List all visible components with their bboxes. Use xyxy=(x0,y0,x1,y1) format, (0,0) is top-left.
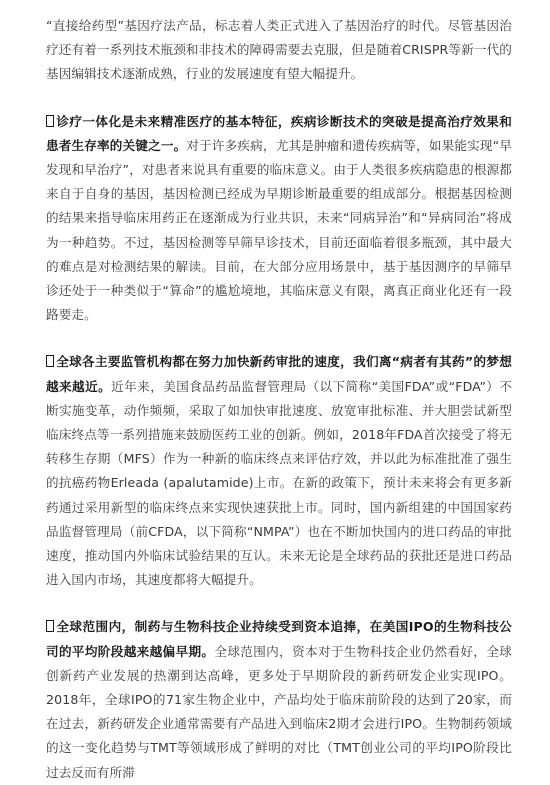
paragraph-diagnosis xyxy=(46,110,512,328)
paragraph-text: 近年来，美国食品药品监督管理局（以下简称“美国FDA”或“FDA”）不断实施变革，动作频频，采取了如加快审批速度、放宽审批标准、并大胆尝试新型临床终点等一系列措施来鼓励医药工业的创新。例如，2018年FDA首次接受了将无转移生存期（MFS）作为一种新的临床终点来评估疗效，并以此为标准批准了强生的抗癌药物Erleada (apalutamide)上市。在新的政策下，预计未来将会有更多新药通过采用新型的临床终点来实现快速获批上市。同时，国内新组建的中国国家药品监督管理局（前CFDA，以下简称“NMPA”）也在不断加快国内的进口药品的审批速度，推动国内外临床试验结果的互认。未来无论是全球药品的获批还是进口药品进入国内市场，其速度都将大幅提升。 xyxy=(46,378,513,588)
bullet-box-icon xyxy=(46,620,54,632)
paragraph-text: 全球范围内，资本对于生物科技企业仍然看好，全球创新药产业发展的热潮到达高峰，更多处于早期阶段的新药研发企业实现IPO。2018年，全球IPO的71家生物企业中，产品均处于临床前阶段的达到了20家，而在过去，新药研发企业通常需要有产品进入到临床2期才会进行IPO。生物制药领域的这一变化趋势与TMT等领域形成了鲜明的对比（TMT创业公司的平均IPO阶段比过去反而有所滞 xyxy=(46,643,512,780)
bullet-box-icon xyxy=(46,355,54,367)
paragraph-regulation xyxy=(46,350,512,592)
paragraph-lead: 全球各主要监管机构都在努力加快新药审批的速度，我们离“病者有其药”的梦想越来越近。 xyxy=(46,354,512,394)
paragraph-lead: 诊疗一体化是未来精准医疗的基本特征，疾病诊断技术的突破是提高治疗效果和患者生存率的关键之一。 xyxy=(46,113,512,153)
paragraph-text: “直接给药型”基因疗法产品，标志着人类正式进入了基因治疗的时代。尽管基因治疗还有着一系列技术瓶颈和非技术的障碍需要去克服，但是随着CRISPR等新一代的基因编辑技术逐渐成熟，行业的发展速度有望大幅提升。 xyxy=(46,18,512,82)
paragraph-gene-therapy xyxy=(46,14,512,87)
bullet-box-icon xyxy=(46,115,54,127)
paragraph-capital xyxy=(46,615,512,784)
paragraph-text: 对于许多疾病，尤其是肿瘤和遗传疾病等，如果能实现“早发现和早治疗”，对患者来说具有重要的临床意义。由于人类很多疾病隐患的根源都来自于自身的基因，基因检测已经成为早期诊断最重要的组成部分。根据基因检测的结果来指导临床用药正在逐渐成为行业共识，未来“同病异治”和“异病同治”将成为一种趋势。不过，基因检测等早筛早诊技术，目前还面临着很多瓶颈，其中最大的难点是对检测结果的解读。目前，在大部分应用场景中，基于基因测序的早筛早诊还处于一种类似于“算命”的尴尬境地，其临床意义有限，离真正商业化还有一段路要走。 xyxy=(46,137,513,323)
paragraph-lead: 全球范围内，制药与生物科技企业持续受到资本追捧，在美国IPO的生物科技公司的平均阶段越来越偏早期。 xyxy=(46,619,512,659)
